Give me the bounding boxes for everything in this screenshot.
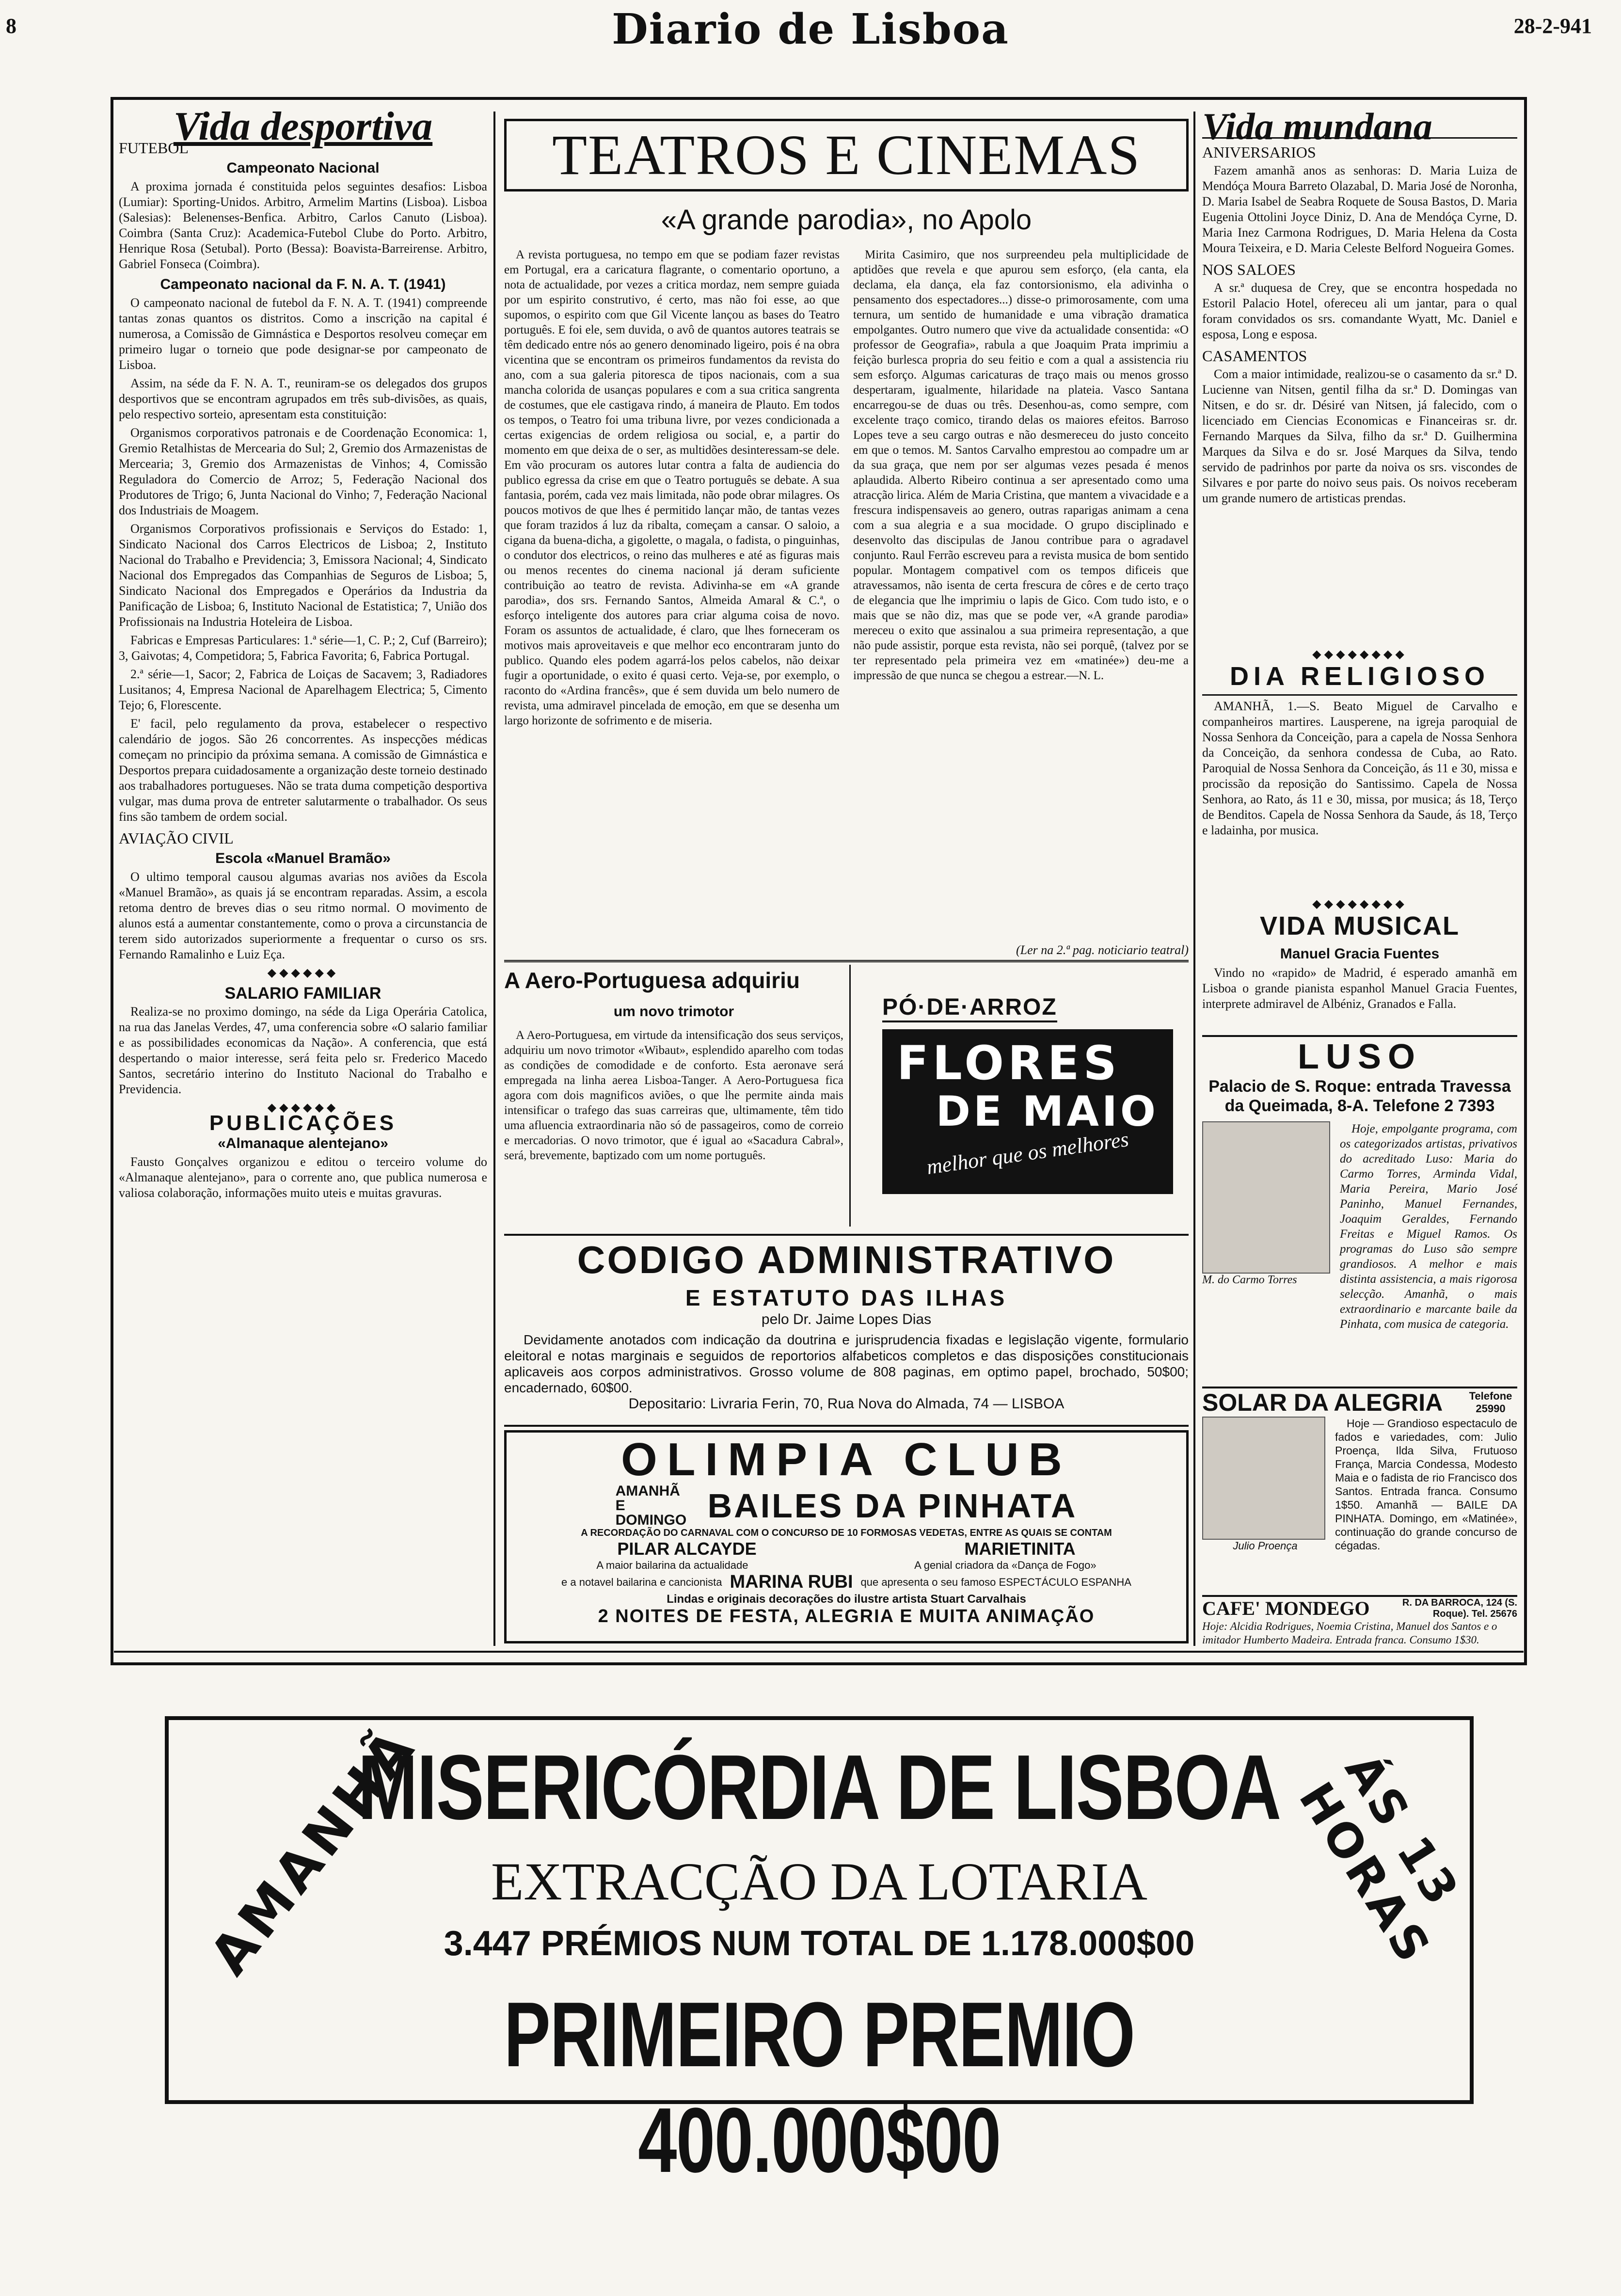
article-paragraph: Fabricas e Empresas Particulares: 1.ª série—1, C. P.; 2, Cuf (Barreiro); 3, Gaivotas; 4, Competidora; 5, Fabrica Favorita; 6, Fabrica Portugal. — [119, 633, 487, 663]
section-title-desportiva: Vida desportiva — [173, 104, 433, 149]
divider: ◆◆◆◆◆◆ — [267, 1101, 339, 1114]
olimpia-artists — [513, 1539, 1179, 1559]
kicker-saloes: NOS SALOES — [1202, 261, 1296, 278]
teatros-col-2 — [853, 247, 1189, 941]
article-paragraph: Com a maior intimidade, realizou-se o casamento da sr.ª D. Lucienne van Nitsen, gentil filha da sr.ª D. Domingas van Nitsen, e do sr. dr. Désiré van Nitsen, já falecido, com o licenciado em Ciencias Economicas e Financeiras sr. dr. Fernando Marques da Silva, filho da sr.ª D. Guilhermina Marques da Silva e do sr. José Marques da Silva, tendo servido de padrinhos por parte da noiva os srs. viscondes de Silvares e por parte do noivo seus pais. Os noivos receberam um grande numero de artisticas prendas. — [1202, 367, 1517, 505]
heading-salario-familiar: SALARIO FAMILIAR — [224, 984, 381, 1003]
misericordia-premios: 3.447 PRÉMIOS NUM TOTAL DE 1.178.000$00 — [444, 1924, 1195, 1963]
divider: ◆◆◆◆◆◆ — [267, 967, 339, 979]
musical-title: VIDA MUSICAL — [1260, 911, 1460, 941]
po-de-arroz-line2: DE MAIO — [936, 1087, 1159, 1136]
misericordia-title: MISERICÓRDIA DE LISBOA — [358, 1736, 1281, 1839]
luso-photo — [1202, 1121, 1330, 1274]
heading-fnat: Campeonato nacional da F. N. A. T. (1941) — [160, 276, 446, 292]
teatros-bottom-rule — [504, 960, 1189, 962]
codigo-depositario: Depositario: Livraria Ferin, 70, Rua Nova do Almada, 74 — LISBOA — [628, 1396, 1065, 1412]
olimpia-footer: 2 NOITES DE FESTA, ALEGRIA E MUITA ANIMAÇÃO — [598, 1606, 1095, 1626]
luso-content — [1202, 1121, 1517, 1331]
article-paragraph: AMANHÃ, 1.—S. Beato Miguel de Carvalho e companheiros martires. Lausperene, na igreja paroquial de Nossa Senhora da Conceição, para a capela de Nossa Senhora da Conceição, da senhora condessa de Cuba, ao Rato. Paroquial de Nossa Senhora da Conceição, ás 11 e 30, missa e procissão da reposição do Santissimo. Capela de Nossa Senhora, ao Rato, ás 11 e 30, missa, por musica; ás 18, Terço de Benditos. Capela de Nossa Senhora da Saude, ás 18, Terço e ladainha, por musica. — [1202, 699, 1517, 837]
divider: ◆◆◆◆◆◆◆◆ — [1312, 648, 1407, 661]
olimpia-pilar-desc: A maior bailarina da actualidade — [596, 1559, 748, 1571]
luso-address: Palacio de S. Roque: entrada Travessa da Queimada, 8-A. Telefone 2 7393 — [1208, 1077, 1511, 1115]
mondego-ad — [1202, 1595, 1517, 1655]
musical-block — [1202, 897, 1517, 1042]
solar-caption: Julio Proença — [1233, 1540, 1298, 1552]
article-paragraph: Assim, na séde da F. N. A. T., reuniram-se os delegados dos grupos desportivos que se encontram agrupados em três sub-divisões, as quais, pelo respectivo sorteio, apresentam esta constituição: — [119, 376, 487, 421]
upper-section-rule — [114, 1651, 1524, 1653]
olimpia-title: OLIMPIA CLUB — [621, 1434, 1072, 1485]
solar-photo — [1202, 1417, 1325, 1540]
article-paragraph: A sr.ª duquesa de Crey, que se encontra hospedada no Estoril Palacio Hotel, ofereceu ali um jantar, para o qual foram convidados os srs. comandante Wyatt, Mc. Daniel e esposa, Long e esposa. — [1202, 281, 1517, 341]
solar-content — [1202, 1417, 1517, 1572]
olimpia-bailes-row — [513, 1484, 1179, 1528]
luso-photo-wrap — [1202, 1121, 1333, 1287]
article-paragraph: O ultimo temporal causou algumas avarias nos aviões da Escola «Manuel Bramão», as quais já se encontram reparadas. Assim, a escola retoma dentro de breves dias o seu ritmo normal. O movimento de alunos está a aumentar constantemente, como o prova a circunstancia de terem sido autorizados superiormente a frequentar o curso os srs. Fernando Ramalinho e Luiz Eça. — [119, 870, 487, 961]
kicker-aviacao: AVIAÇÃO CIVIL — [119, 829, 234, 847]
solar-photo-wrap — [1202, 1417, 1328, 1572]
misericordia-primeiro: PRIMEIRO PREMIO 400.000$00 — [504, 1983, 1135, 2192]
article-paragraph: A proxima jornada é constituida pelos seguintes desafios: Lisboa (Lumiar): Sporting-Unidos. Arbitro, Armelim Martins (Lisboa). Lisboa (Salesias): Belenenses-Benfica. Arbitro, Carlos Canuto (Lisboa). Coimbra (Santa Cruz): Academica-Futebol Clube do Porto. Arbitro, Henrique Rosa (Setubal). Porto (Bessa): Boavista-Barreirense. Arbitro, Gabriel Fonseca (Coimbra). — [119, 179, 487, 271]
olimpia-marina: MARINA RUBI — [730, 1572, 853, 1592]
luso-ad — [1202, 1035, 1517, 1331]
luso-caption: M. do Carmo Torres — [1202, 1274, 1297, 1286]
misericordia-ad — [165, 1715, 1474, 2192]
article-paragraph: Organismos corporativos patronais e de Coordenação Economica: 1, Gremio Retalhistas de Mercearia do Sul; 2, Gremio dos Armazenistas de Mercearia; 3, Gremio dos Armazenistas de Vinhos; 4, Comissão Reguladora do Comercio de Arroz; 5, Federação Nacional dos Produtores de Trigo; 6, Junta Nacional do Vinho; 7, Federação Nacional dos Industriais de Moagem. — [119, 426, 487, 517]
olimpia-artist-desc — [513, 1559, 1179, 1572]
kicker-futebol: FUTEBOL — [119, 139, 189, 157]
po-de-arroz-ad — [882, 994, 1173, 1217]
article-paragraph: Hoje — Grandioso espectaculo de fados e variedades, com: Julio Proença, Ilda Silva, Frutuoso França, Marcia Condessa, Modesto Maia e o fadista de rio Francisco dos Santos. Entrada franca. Consumo 1$50. Amanhã — BAILE DA PINHATA. Domingo, em «Matinée», continuação do grande concurso de cégadas. — [1335, 1417, 1517, 1552]
luso-body — [1340, 1121, 1517, 1331]
olimpia-marina-post: que apresenta o seu famoso ESPECTÁCULO ESPANHA — [860, 1576, 1131, 1588]
olimpia-when: AMANHÃ E DOMINGO — [615, 1483, 687, 1528]
codigo-title: CODIGO ADMINISTRATIVO — [577, 1238, 1116, 1281]
mondego-addr: R. DA BARROCA, 124 (S. Roque). Tel. 25676 — [1402, 1597, 1517, 1619]
divider — [1202, 694, 1517, 696]
mondego-head — [1202, 1597, 1517, 1620]
article-paragraph: Mirita Casimiro, que nos surpreendeu pela multiplicidade de aptidões que revela e que apurou sem esforço, (ela canta, ela declama, ela dança, ela faz contorsionismo, ela adivinha o pensamento dos espectadores...) disse-o primorosamente, com uma ternura, um sentido de humanidade e uma vibração dramatica empolgantes. Outro numero que vive da actualidade consentida: «O professor de Geografia», rabula a que Joaquim Prata imprimiu a feição burlesca propria do seu feitio e com a qual a assistencia riu sem esforço. Algumas caricaturas de traço mais ou menos grosso despertaram, igualmente, hilaridade na plateia. Vasco Santana encarregou-se de duas ou três. Desenhou-as, como sempre, com excelente traço comico, tirando delas os maiores efeitos. Barroso Lopes teve a seu cargo outras e não desmereceu do justo conceito em que o temos. M. Santos Carvalho emprestou ao compadre um ar da sua graça, que nem por ser algumas vezes pesada é menos aplaudida. Alberto Ribeiro continua a ser apresentado como uma atracção lirica. Além de Maria Cristina, que mantem a vivacidade e a frescura indispensaveis ao genero, outras raparigas animam a cena com a sua alegria e a sua mocidade. O grupo disciplinado e desenvolto das discipulas de Janou contribue para o agradavel conjunto. Raul Ferrão escreveu para a revista musica de bom sentido popular. Montagem compativel com os tempos dificeis que atravessamos, não isenta de certa frescura de côres e de certo traço de elegancia que lhe imprimiu o lapis de Gico. Com tudo isto, e o mais que se não diz, mas que se pode ver, «A grande parodia» mereceu o exito que assinalou a sua primeira representação, a que não pude assistir, porque esta revista, não sei porquê, (talvez por se ter representado pela primeira vez em «matinée») deu-me a impressão de que nunca se chegou a estrear.—N. L. — [853, 248, 1189, 682]
misericordia-horas: ÁS 13 HORAS — [1288, 1744, 1471, 1975]
solar-ad — [1202, 1387, 1517, 1597]
musical-body — [1202, 965, 1517, 1012]
olimpia-pilar: PILAR ALCAYDE — [617, 1539, 757, 1559]
olimpia-ad — [504, 1430, 1189, 1643]
aero-headline: A Aero-Portuguesa adquiriu — [504, 968, 800, 993]
column-vida-desportiva — [119, 104, 487, 1651]
teatros-note: (Ler na 2.ª pag. noticiario teatral) — [1016, 943, 1189, 957]
codigo-author: pelo Dr. Jaime Lopes Dias — [761, 1311, 932, 1327]
olimpia-marina-row — [513, 1572, 1179, 1593]
solar-title: SOLAR DA ALEGRIA — [1202, 1389, 1443, 1416]
teatros-headline: «A grande parodia», no Apolo — [661, 204, 1032, 236]
heading-campeonato-nacional: Campeonato Nacional — [226, 160, 380, 176]
heading-almanaque: «Almanaque alentejano» — [218, 1135, 388, 1151]
codigo-sub: E ESTATUTO DAS ILHAS — [685, 1285, 1008, 1310]
article-paragraph: Vindo no «rapido» de Madrid, é esperado amanhã em Lisboa o grande pianista espanhol Manuel Gracia Fuentes, interprete admiravel de Albéniz, Granados e Falla. — [1202, 966, 1517, 1011]
mondego-body: Hoje: Alcidia Rodrigues, Noemia Cristina, Manuel dos Santos e o imitador Humberto Madeira. Entrada franca. Consumo 1$30. — [1202, 1620, 1497, 1646]
codigo-body: Devidamente anotados com indicação da doutrina e jurisprudencia fixadas e legislação vigente, formulario eleitoral e notas marginais e seguidos de reportorios alfabeticos completos e das disposições constitucionais aplicaveis aos corpos administrativos. Grosso volume de 808 paginas, em optimo papel, brochado, 50$00; encadernado, 60$00. — [504, 1332, 1189, 1395]
article-paragraph: A revista portuguesa, no tempo em que se podiam fazer revistas em Portugal, era a caricatura flagrante, o comentario oportuno, a nota de actualidade, por vezes a critica mordaz, nem sempre guiada por um espirito construtivo, é certo, mas não foi esse, ao que supomos, o espirito com que Gil Vicente lançou as bases do Teatro português. E foi ele, sem duvida, o avô de quantos autores teatrais se têm dedicado entre nós ao genero denominado ligeiro, pois é na obra vicentina que se encontram os primeiros fundamentos da revista do ano, com a sua galeria pitoresca de tipos nacionais, com a sua mancha colorida de usanças populares e com a sua critica sangrenta de costumes, que ele castigava rindo, á maneira de Plauto. Em todos os tempos, o Teatro foi uma tribuna livre, por vezes condicionada a certas exigencias de ordem religiosa ou social, e, a partir do momento em que deixa de o ser, as multidões desinteressam-se dele. Em vão procuram os autores lutar contra a falta de audiencia do publico egressa da crise em que o Teatro português se debate. A sua fantasia, porém, cada vez mais limitada, não pode obrar milagres. Os poucos motivos de que lhes é permitido lançar mão, de tantas vezes que foram trazidos á luz da ribalta, começam a cansar. O saloio, a cigana da buena-dicha, a gigolette, o magala, o fadista, o pinguinhas, o condutor dos electricos, o reino das mulheres e até as figuras mais ou menos recentes do cinema nacional já deram suficiente contribuição ao teatro de revista. Adivinha-se em «A grande parodia», dos srs. Fernando Santos, Almeida Amaral & C.ª, o esforço inteligente dos autores para criar alguma coisa de novo. Foram os assuntos de actualidade, é claro, que lhes forneceram os motivos mais aproveitaveis e que melhor eco encontraram junto do publico. Quando eles podem agarrá-los pelos cabelos, não deixar fugir a oportunidade, o exito é quasi certo. Veja-se, por exemplo, o raconto do «Ardina francês», que é sem duvida um belo numero de revista, uma admiravel pincelada de emoção, em que se desenha um largo horizonte de sofrimento e de miseria. — [504, 248, 840, 727]
heading-publicacoes: PUBLICAÇÕES — [209, 1111, 397, 1135]
article-paragraph: Organismos Corporativos profissionais e Serviços do Estado: 1, Sindicato Nacional dos Carros Electricos de Lisboa; 2, Instituto Nacional do Trabalho e Previdencia; 3, Emissora Nacional; 4, Sindicato Nacional dos Empregados das Companhias de Seguros de Lisboa; 5, Sindicato Nacional dos Empregados e Operários da Industria da Panificação de Lisboa; 6, Instituto Nacional de Estatistica; 7, União dos Profissionais na Industria Hoteleira de Lisboa. — [119, 522, 487, 629]
article-paragraph: E' facil, pelo regulamento da prova, estabelecer o respectivo calendário de jogos. São 26 concorrentes. As inspecções médicas começam no principio da próxima semana. A comissão de Gimnástica e Desportos prepara cuidadosamente a organização deste torneio destinado aos trabalhadores portugueses. Não se trata duma competição desportiva vulgar, mas duma prova de entreter salutarmente o trabalhador. Os seus fins são tambem de ordem social. — [119, 717, 487, 824]
olimpia-marina-pre: e a notavel bailarina e cancionista — [561, 1576, 722, 1588]
po-de-arroz-tag: melhor que os melhores — [925, 1127, 1130, 1179]
religioso-title: DIA RELIGIOSO — [1229, 662, 1490, 691]
aero-sub: um novo trimotor — [613, 1004, 734, 1020]
teatros-col-1 — [504, 247, 840, 941]
article-paragraph: Hoje, empolgante programa, com os categorizados artistas, privativos do acreditado Luso: Maria do Carmo Torres, Arminda Vidal, Maria Pereira, Mario José Paninho, Manuel Fernandes, Joaquim Geraldes, Fernando Freitas e Miguel Ramos. Os programas do Luso são sempre grandiosos. A melhor e mais distinta assistencia, a mais rigorosa selecção. Amanhã, o mais extraordinario e marcante baile da Pinhata, com musica de categoria. — [1340, 1122, 1517, 1331]
teatros-title-box — [504, 119, 1189, 191]
olimpia-marie-desc: A genial criadora da «Dança de Fogo» — [914, 1559, 1097, 1571]
aero-body — [504, 1028, 843, 1231]
misericordia-amanha: AMANHÃ — [198, 1715, 429, 1986]
article-paragraph: A Aero-Portuguesa, em virtude da intensificação dos seus serviços, adquiriu um novo trimotor «Wibaut», esplendido aparelho com todas as condições de comodidade e de conforto. Esta aeronave será empregada na linha aerea Lisboa-Tanger. A Aero-Portuguesa fica agora com dois magnificos aviões, o que lhe permite ainda mais intensificar o trafego das suas carreiras que, ultimamente, têm tido uma afluencia extraordinaria não só de passageiros, como de correio e mercadorias. O novo trimotor, que é igual ao «Sacadura Cabral», será, brevemente, baptizado com um nome português. — [504, 1029, 843, 1162]
article-paragraph: Fausto Gonçalves organizou e editou o terceiro volume do «Almanaque alentejano», para o corrente ano, que publica numerosa e valiosa colaboração, informações muito uteis e muitas gravuras. — [119, 1155, 487, 1200]
kicker-casamentos: CASAMENTOS — [1202, 347, 1307, 365]
po-de-arroz-panel — [882, 1029, 1173, 1194]
codigo-ad — [504, 1234, 1189, 1427]
center-rule-left — [493, 112, 495, 1646]
aero-vertical-rule — [849, 965, 851, 1227]
article-paragraph: Fazem amanhã anos as senhoras: D. Maria Luiza de Mendóça Moura Barreto Olazabal, D. Maria José de Noronha, D. Maria Isabel de Seabra Roquete de Sousa Bastos, D. Maria Eugenia Ottolini Joyce Diniz, D. Ana de Mendóça Cyrne, D. Maria Inez Carmona Rodrigues, D. Maria Helena da Costa Moura Teixeira, e D. Maria Celeste Belford Nogueira Gomes. — [1202, 163, 1517, 255]
olimpia-deco: Lindas e originais decorações do ilustre artista Stuart Carvalhais — [667, 1593, 1026, 1606]
religioso-block — [1202, 647, 1517, 899]
olimpia-bailes: BAILES DA PINHATA — [707, 1487, 1078, 1525]
luso-title: LUSO — [1297, 1037, 1422, 1076]
divider: ◆◆◆◆◆◆◆◆ — [1312, 898, 1407, 910]
article-paragraph: O campeonato nacional de futebol da F. N. A. T. (1941) compreende tantas zonas quantos os distritos. Como a inscrição na capital é numerosa, a Comissão de Gimnástica e Desportos resolveu começar em primeiro lugar o torneio que pode designar-se por campeonato de Lisboa. — [119, 296, 487, 372]
column-vida-mundana — [1202, 105, 1517, 604]
solar-head — [1202, 1388, 1517, 1417]
olimpia-line1: A RECORDAÇÃO DO CARNAVAL COM O CONCURSO DE 10 FORMOSAS VEDETAS, ENTRE AS QUAIS SE CONTAM — [581, 1528, 1112, 1538]
solar-body — [1335, 1417, 1517, 1572]
olimpia-marie: MARIETINITA — [964, 1539, 1076, 1559]
po-de-arroz-line1: FLORES — [897, 1036, 1121, 1090]
teatros-title: TEATROS E CINEMAS — [552, 123, 1141, 187]
page-number: 8 — [6, 14, 16, 38]
religioso-body — [1202, 699, 1517, 883]
masthead: Diario de Lisboa — [612, 5, 1009, 54]
musical-sub: Manuel Gracia Fuentes — [1280, 946, 1440, 962]
heading-escola-bramao: Escola «Manuel Bramão» — [215, 850, 391, 866]
po-de-arroz-top: PÓ·DE·ARROZ — [882, 994, 1057, 1022]
solar-phone: Telefone 25990 — [1469, 1390, 1512, 1415]
section-title-mundana: Vida mundana — [1202, 105, 1432, 147]
kicker-aniversarios: ANIVERSARIOS — [1202, 144, 1316, 161]
issue-date: 28-2-941 — [1513, 14, 1592, 38]
article-paragraph: 2.ª série—1, Sacor; 2, Fabrica de Loiças de Sacavem; 3, Radiadores Lusitanos; 4, Empresa Nacional de Aparelhagem Electrica; 5, Cimento Tejo; 6, Florescente. — [119, 667, 487, 712]
mondego-title: CAFE' MONDEGO — [1202, 1597, 1370, 1619]
misericordia-sub: EXTRACÇÃO DA LOTARIA — [491, 1852, 1147, 1911]
article-paragraph: Realiza-se no proximo domingo, na séde da Liga Operária Catolica, na rua das Janelas Verdes, 47, uma conferencia sobre «O salario familiar e as possibilidades economicas da Nação». A conferencia, que está despertando o maior interesse, será feita pelo sr. Frederico Macedo Santos, secretário interino do Instituto Nacional do Trabalho e Previdencia. — [119, 1004, 487, 1096]
center-rule-right — [1193, 112, 1195, 1646]
